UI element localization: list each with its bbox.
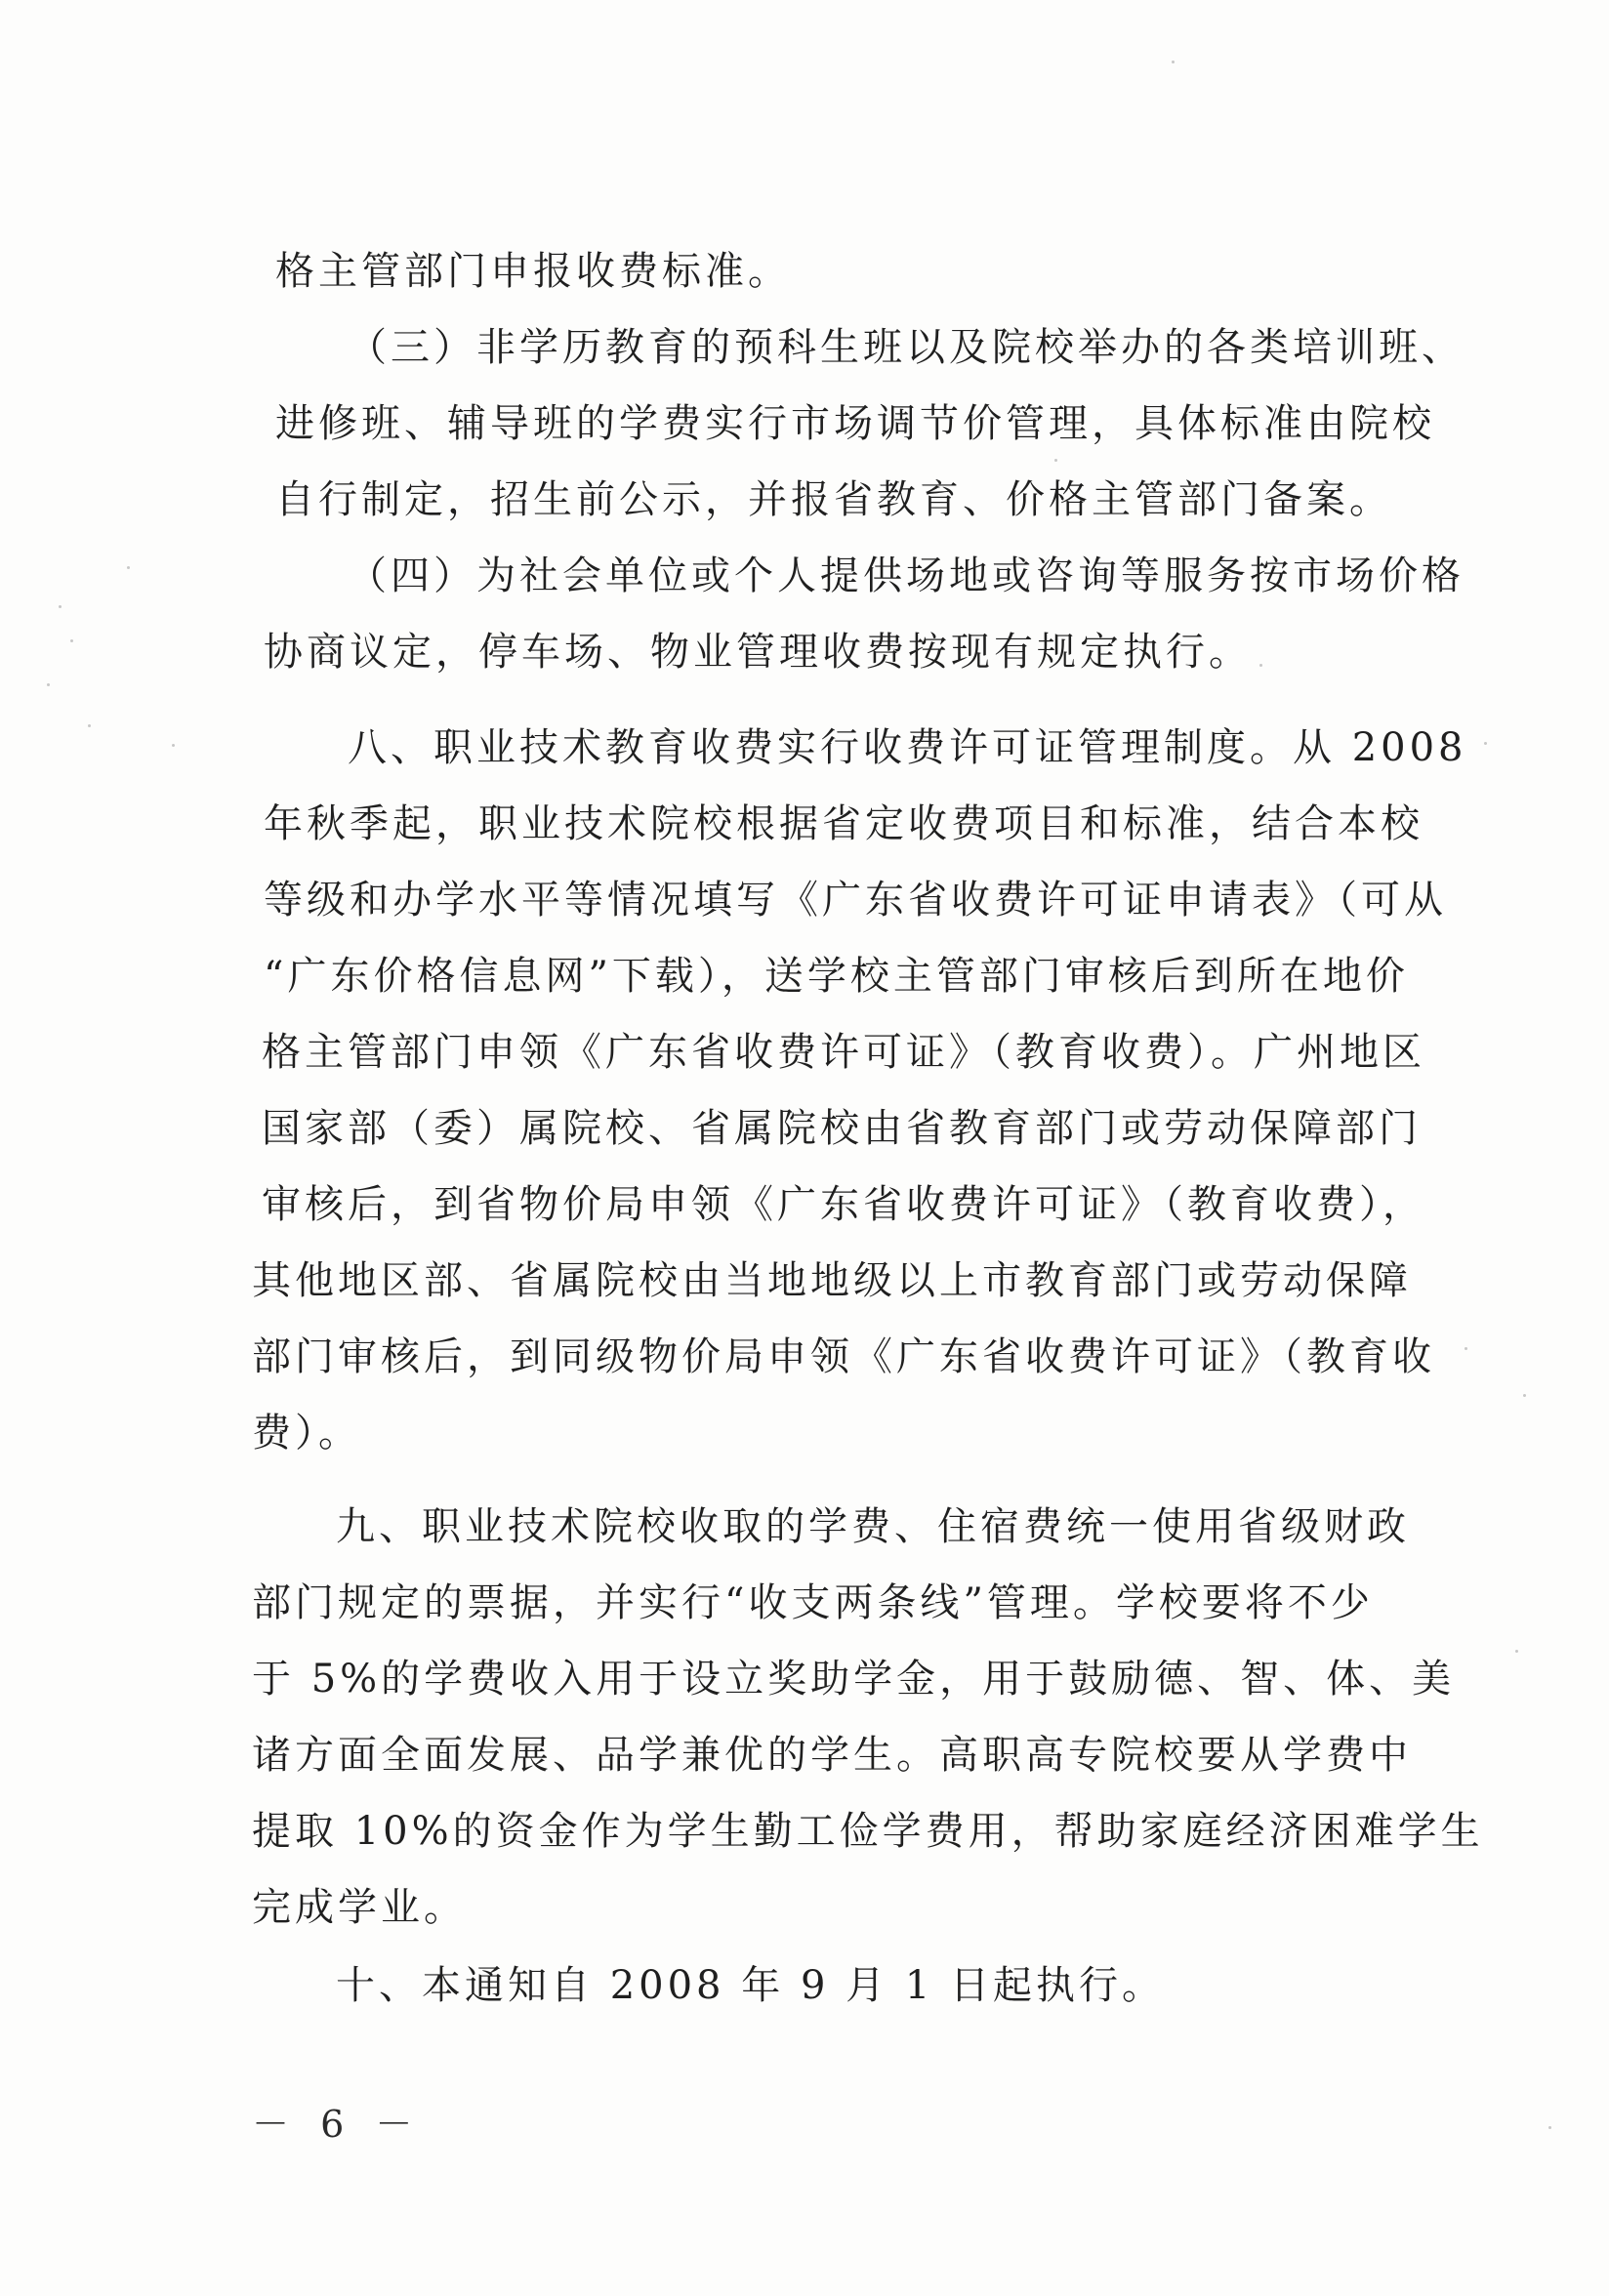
body-line-12: 国家部（委）属院校、省属院校由省教育部门或劳动保障部门 <box>262 1106 1422 1151</box>
scan-speckle <box>1548 2126 1551 2129</box>
scan-speckle <box>47 683 50 686</box>
body-line-21: 提取 10%的资金作为学生勤工俭学费用，帮助家庭经济困难学生 <box>252 1809 1484 1854</box>
body-line-17: 九、职业技术院校收取的学费、住宿费统一使用省级财政 <box>336 1504 1410 1549</box>
scan-speckle <box>1259 664 1262 667</box>
body-line-9: 等级和办学水平等情况填写《广东省收费许可证申请表》（可从 <box>264 878 1447 922</box>
body-line-10: “广东价格信息网”下载），送学校主管部门审核后到所在地价 <box>264 954 1409 999</box>
body-line-4: 自行制定，招生前公示，并报省教育、价格主管部门备案。 <box>275 477 1392 522</box>
body-line-2: （三）非学历教育的预科生班以及院校举办的各类培训班、 <box>348 325 1465 370</box>
scan-speckle <box>172 744 175 747</box>
body-line-6: 协商议定，停车场、物业管理收费按现有规定执行。 <box>264 630 1252 675</box>
scan-speckle <box>1515 1650 1518 1653</box>
body-line-8: 年秋季起，职业技术院校根据省定收费项目和标准，结合本校 <box>264 801 1423 846</box>
body-line-15: 部门审核后，到同级物价局申领《广东省收费许可证》（教育收 <box>252 1334 1435 1379</box>
page-number: － 6 － <box>252 2103 423 2146</box>
scan-speckle <box>1465 1347 1467 1350</box>
body-line-16: 费）。 <box>252 1411 361 1456</box>
scan-speckle <box>1484 742 1487 745</box>
body-line-13: 审核后，到省物价局申领《广东省收费许可证》（教育收费）， <box>262 1182 1425 1227</box>
scan-speckle <box>88 724 91 727</box>
body-line-11: 格主管部门申领《广东省收费许可证》（教育收费）。广州地区 <box>262 1030 1425 1075</box>
body-line-23: 十、本通知自 2008 年 9 月 1 日起执行。 <box>336 1963 1165 2008</box>
body-line-1: 格主管部门申报收费标准。 <box>275 249 791 294</box>
scan-speckle <box>59 605 62 608</box>
body-line-20: 诸方面全面发展、品学兼优的学生。高职高专院校要从学费中 <box>252 1733 1412 1778</box>
body-line-3: 进修班、辅导班的学费实行市场调节价管理，具体标准由院校 <box>275 401 1435 446</box>
body-line-19: 于 5%的学费收入用于设立奖助学金，用于鼓励德、智、体、美 <box>252 1657 1456 1702</box>
scan-speckle <box>1054 459 1057 462</box>
body-line-14: 其他地区部、省属院校由当地地级以上市教育部门或劳动保障 <box>252 1258 1412 1303</box>
scan-speckle <box>70 639 73 642</box>
scan-speckle <box>127 566 130 569</box>
body-line-5: （四）为社会单位或个人提供场地或咨询等服务按市场价格 <box>348 554 1465 598</box>
body-line-7: 八、职业技术教育收费实行收费许可证管理制度。从 2008 <box>348 725 1467 770</box>
scan-speckle <box>1523 1394 1526 1397</box>
body-line-18: 部门规定的票据，并实行“收支两条线”管理。学校要将不少 <box>252 1580 1374 1625</box>
body-line-22: 完成学业。 <box>252 1885 467 1930</box>
scan-speckle <box>1172 61 1175 63</box>
